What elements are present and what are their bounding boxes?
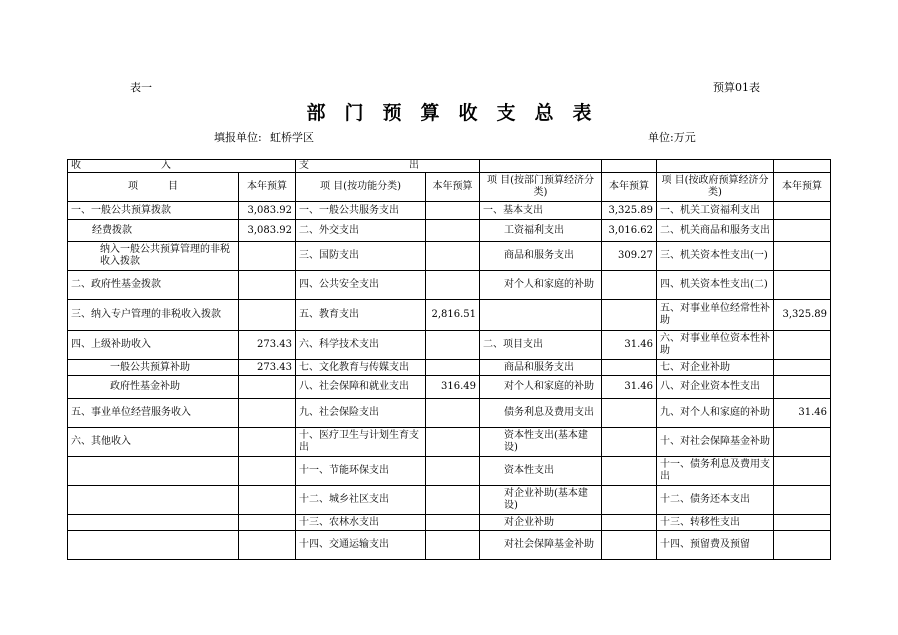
function-item-cell: 十一、节能环保支出 [296, 457, 426, 486]
dept-econ-item-cell: 工资福利支出 [480, 220, 602, 242]
gov-econ-item-cell: 十二、债务还本支出 [657, 486, 774, 515]
gov-econ-item-cell: 三、机关资本性支出(一) [657, 242, 774, 271]
gov-econ-item-cell: 五、对事业单位经常性补助 [657, 300, 774, 331]
dept-econ-amount-cell [602, 300, 657, 331]
empty-header-cell [774, 160, 831, 173]
gov-econ-amount-cell [774, 457, 831, 486]
dept-econ-amount-cell [602, 428, 657, 457]
income-item-cell: 五、事业单位经营服务收入 [68, 399, 239, 428]
function-amount-cell [426, 457, 480, 486]
income-item-cell: 一般公共预算补助 [68, 360, 239, 376]
table-row [68, 515, 831, 531]
expenditure-group-header: 支 出 [296, 160, 480, 173]
function-item-cell: 一、一般公共服务支出 [296, 202, 426, 220]
gov-econ-amount-cell [774, 376, 831, 399]
gov-econ-amount-cell [774, 220, 831, 242]
dept-econ-amount-cell [602, 399, 657, 428]
page-title: 部门预算收支总表 [306, 102, 611, 124]
dept-econ-item-cell: 二、项目支出 [480, 331, 602, 360]
gov-econ-item-cell: 六、对事业单位资本性补助 [657, 331, 774, 360]
income-amount-cell [239, 271, 296, 300]
dept-econ-amount-cell [602, 457, 657, 486]
income-amount-cell: 3,083.92 [239, 202, 296, 220]
column-header: 本年预算 [774, 173, 831, 202]
income-item-cell [68, 486, 239, 515]
table-row [68, 331, 831, 360]
function-item-cell: 六、科学技术支出 [296, 331, 426, 360]
gov-econ-item-cell: 二、机关商品和服务支出 [657, 220, 774, 242]
dept-econ-item-cell: 一、基本支出 [480, 202, 602, 220]
income-item-cell [68, 531, 239, 560]
function-item-cell: 五、教育支出 [296, 300, 426, 331]
table-row [68, 202, 831, 220]
income-item-cell: 一、一般公共预算拨款 [68, 202, 239, 220]
function-amount-cell [426, 242, 480, 271]
dept-econ-amount-cell [602, 515, 657, 531]
gov-econ-amount-cell: 3,325.89 [774, 300, 831, 331]
table-code: 预算01表 [713, 81, 760, 94]
column-header: 本年预算 [239, 173, 296, 202]
function-amount-cell [426, 515, 480, 531]
empty-header-cell [657, 160, 774, 173]
dept-econ-item-cell: 资本性支出 [480, 457, 602, 486]
income-amount-cell [239, 300, 296, 331]
dept-econ-item-cell: 商品和服务支出 [480, 242, 602, 271]
dept-econ-amount-cell: 3,016.62 [602, 220, 657, 242]
column-header: 项 目(按部门预算经济分类) [480, 173, 602, 202]
function-item-cell: 二、外交支出 [296, 220, 426, 242]
dept-econ-item-cell: 商品和服务支出 [480, 360, 602, 376]
table-row [68, 457, 831, 486]
income-item-cell [68, 515, 239, 531]
function-amount-cell [426, 428, 480, 457]
gov-econ-amount-cell [774, 515, 831, 531]
gov-econ-amount-cell [774, 531, 831, 560]
function-item-cell: 十二、城乡社区支出 [296, 486, 426, 515]
dept-econ-item-cell: 对个人和家庭的补助 [480, 271, 602, 300]
table-row [68, 300, 831, 331]
function-amount-cell [426, 202, 480, 220]
dept-econ-amount-cell: 309.27 [602, 242, 657, 271]
income-group-header: 收 入 [68, 160, 296, 173]
gov-econ-amount-cell [774, 360, 831, 376]
dept-econ-amount-cell [602, 360, 657, 376]
table-row [68, 271, 831, 300]
table-row [68, 428, 831, 457]
function-item-cell: 四、公共安全支出 [296, 271, 426, 300]
income-amount-cell [239, 531, 296, 560]
fill-unit-label: 填报单位: [214, 131, 262, 144]
dept-econ-item-cell: 对企业补助(基本建设) [480, 486, 602, 515]
function-amount-cell [426, 531, 480, 560]
fill-unit-name: 虹桥学区 [270, 131, 314, 144]
income-amount-cell: 3,083.92 [239, 220, 296, 242]
function-item-cell: 十四、交通运输支出 [296, 531, 426, 560]
table-tag: 表一 [130, 81, 152, 94]
empty-header-cell [602, 160, 657, 173]
income-item-cell: 经费拨款 [68, 220, 239, 242]
income-item-cell: 政府性基金补助 [68, 376, 239, 399]
gov-econ-item-cell: 一、机关工资福利支出 [657, 202, 774, 220]
empty-header-cell [480, 160, 602, 173]
function-amount-cell: 2,816.51 [426, 300, 480, 331]
table-row [68, 220, 831, 242]
dept-econ-item-cell: 债务利息及费用支出 [480, 399, 602, 428]
dept-econ-item-cell: 对个人和家庭的补助 [480, 376, 602, 399]
income-amount-cell [239, 457, 296, 486]
table-row [68, 376, 831, 399]
income-item-cell [68, 457, 239, 486]
dept-econ-amount-cell: 3,325.89 [602, 202, 657, 220]
column-header: 项 目(按政府预算经济分类) [657, 173, 774, 202]
function-amount-cell [426, 486, 480, 515]
gov-econ-amount-cell [774, 271, 831, 300]
gov-econ-amount-cell [774, 331, 831, 360]
gov-econ-amount-cell: 31.46 [774, 399, 831, 428]
income-amount-cell [239, 486, 296, 515]
function-item-cell: 八、社会保障和就业支出 [296, 376, 426, 399]
table-row [68, 531, 831, 560]
function-amount-cell [426, 331, 480, 360]
column-header: 项 目(按功能分类) [296, 173, 426, 202]
function-amount-cell [426, 360, 480, 376]
dept-econ-item-cell: 对社会保障基金补助 [480, 531, 602, 560]
income-item-cell: 三、纳入专户管理的非税收入拨款 [68, 300, 239, 331]
dept-econ-amount-cell [602, 486, 657, 515]
budget-table [67, 159, 831, 560]
table-row [68, 399, 831, 428]
table-row [68, 242, 831, 271]
income-amount-cell [239, 515, 296, 531]
dept-econ-amount-cell: 31.46 [602, 331, 657, 360]
dept-econ-item-cell: 对企业补助 [480, 515, 602, 531]
table-row [68, 360, 831, 376]
income-amount-cell: 273.43 [239, 331, 296, 360]
income-amount-cell [239, 399, 296, 428]
dept-econ-amount-cell [602, 531, 657, 560]
dept-econ-amount-cell [602, 271, 657, 300]
function-item-cell: 三、国防支出 [296, 242, 426, 271]
gov-econ-amount-cell [774, 486, 831, 515]
gov-econ-item-cell: 十四、预留费及预留 [657, 531, 774, 560]
income-amount-cell [239, 242, 296, 271]
column-header: 本年预算 [602, 173, 657, 202]
income-item-cell: 六、其他收入 [68, 428, 239, 457]
gov-econ-amount-cell [774, 242, 831, 271]
function-item-cell: 九、社会保险支出 [296, 399, 426, 428]
gov-econ-item-cell: 十三、转移性支出 [657, 515, 774, 531]
gov-econ-amount-cell [774, 428, 831, 457]
table-row [68, 486, 831, 515]
function-item-cell: 十三、农林水支出 [296, 515, 426, 531]
gov-econ-item-cell: 九、对个人和家庭的补助 [657, 399, 774, 428]
gov-econ-item-cell: 七、对企业补助 [657, 360, 774, 376]
function-item-cell: 十、医疗卫生与计划生育支出 [296, 428, 426, 457]
dept-econ-item-cell: 资本性支出(基本建设) [480, 428, 602, 457]
income-item-cell: 四、上级补助收入 [68, 331, 239, 360]
column-header: 项 目 [68, 173, 239, 202]
dept-econ-amount-cell: 31.46 [602, 376, 657, 399]
gov-econ-item-cell: 四、机关资本性支出(二) [657, 271, 774, 300]
function-amount-cell: 316.49 [426, 376, 480, 399]
gov-econ-item-cell: 十一、债务利息及费用支出 [657, 457, 774, 486]
gov-econ-item-cell: 八、对企业资本性支出 [657, 376, 774, 399]
column-header: 本年预算 [426, 173, 480, 202]
gov-econ-amount-cell [774, 202, 831, 220]
money-unit-label: 单位:万元 [648, 131, 696, 144]
income-amount-cell [239, 428, 296, 457]
income-item-cell: 纳入一般公共预算管理的非税收入拨款 [68, 242, 239, 271]
function-amount-cell [426, 271, 480, 300]
function-item-cell: 七、文化教育与传媒支出 [296, 360, 426, 376]
income-item-cell: 二、政府性基金拨款 [68, 271, 239, 300]
income-amount-cell [239, 376, 296, 399]
income-amount-cell: 273.43 [239, 360, 296, 376]
dept-econ-item-cell [480, 300, 602, 331]
gov-econ-item-cell: 十、对社会保障基金补助 [657, 428, 774, 457]
function-amount-cell [426, 399, 480, 428]
function-amount-cell [426, 220, 480, 242]
